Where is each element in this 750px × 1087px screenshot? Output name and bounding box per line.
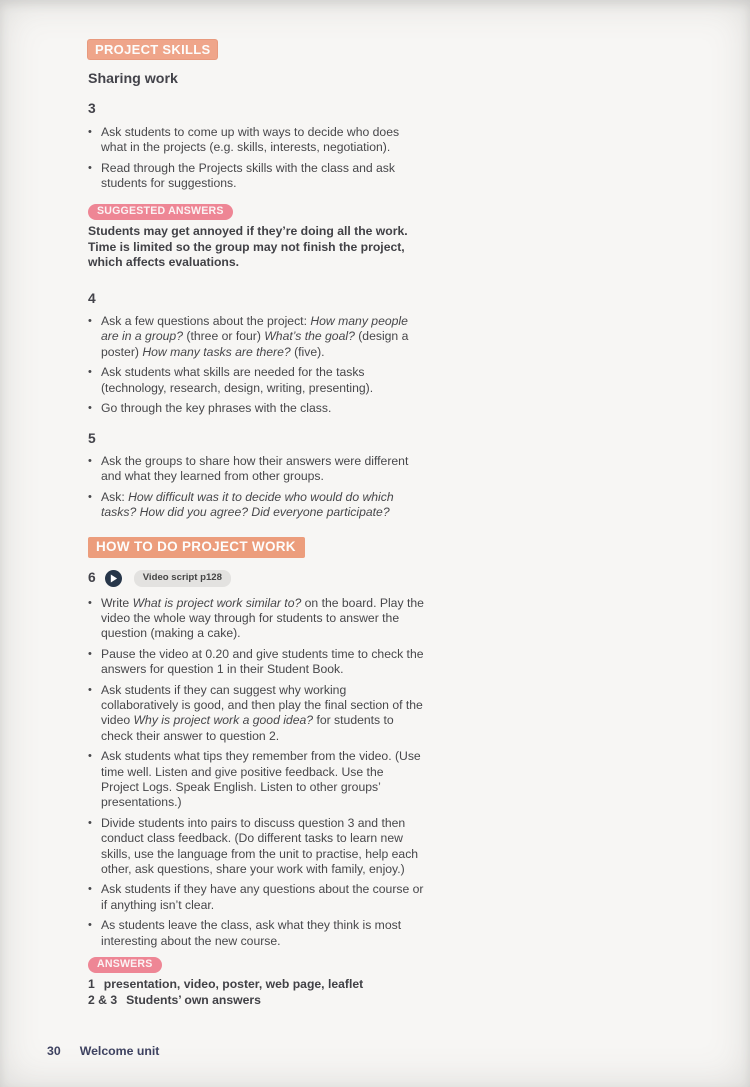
- list-item: [88, 490, 424, 521]
- step-number-6: 6: [88, 570, 96, 586]
- bullet-text: Go through the key phrases with the class.: [101, 401, 332, 416]
- video-play-icon: [105, 570, 122, 587]
- answer-number: 1: [88, 977, 95, 992]
- bullet-icon: •: [88, 366, 92, 379]
- bullet-text: Ask students what skills are needed for the tasks (technology, research, design, writing, presenting).: [101, 365, 374, 395]
- list-item: [88, 918, 424, 949]
- bullet-icon: •: [88, 161, 92, 174]
- list-item: [88, 401, 424, 416]
- subheading-sharing-work: Sharing work: [88, 71, 178, 87]
- list-item: [88, 596, 424, 642]
- suggested-answers-badge: SUGGESTED ANSWERS: [88, 204, 233, 220]
- answers-block: [88, 954, 424, 1009]
- list-item: [88, 749, 424, 811]
- bullet-icon: •: [88, 490, 92, 503]
- list-item: [88, 816, 424, 878]
- bullet-icon: •: [88, 402, 92, 415]
- list-item: [88, 125, 424, 156]
- answer-number: 2 & 3: [88, 993, 118, 1008]
- page-footer: [47, 1044, 159, 1058]
- unit-title: Welcome unit: [79, 1044, 160, 1058]
- bullet-text: Ask students if they have any questions about the course or if anything isn’t clear.: [101, 882, 424, 912]
- page-content-column: [88, 40, 424, 1010]
- step-number-3: 3: [88, 101, 96, 117]
- answer-text: presentation, video, poster, web page, leaflet: [103, 977, 364, 992]
- bullet-icon: •: [88, 883, 92, 896]
- bullet-icon: •: [88, 647, 92, 660]
- video-script-badge: Video script p128: [134, 570, 231, 587]
- bullet-text: Read through the Projects skills with the class and ask students for suggestions.: [101, 160, 395, 191]
- bullet-icon: •: [88, 125, 92, 138]
- bullet-text: As students leave the class, ask what they think is most interesting about the new course.: [101, 918, 402, 948]
- bullet-icon: •: [88, 683, 92, 696]
- list-item: [88, 882, 424, 913]
- answers-badge: ANSWERS: [88, 957, 162, 973]
- bullet-text: Divide students into pairs to discuss question 3 and then conduct class feedback. (Do different tasks to learn new skills, use the language from the unit to practise, help each other, ask questions, share your work with family, enjoy.): [101, 815, 419, 877]
- bullet-text: Ask: How difficult was it to decide who would do which tasks? How did you agree? Did everyone participate?: [101, 489, 394, 520]
- step-number-5: 5: [88, 430, 96, 446]
- bullet-text: Pause the video at 0.20 and give students time to check the answers for question 1 in their Student Book.: [101, 646, 424, 677]
- list-item: [88, 314, 424, 360]
- bullet-icon: •: [88, 919, 92, 932]
- bullet-text: Ask a few questions about the project: How many people are in a group? (three or four) What’s the goal? (design a poster) How many tasks are there? (five).: [101, 314, 409, 359]
- bullet-icon: •: [88, 315, 92, 328]
- list-item: [88, 161, 424, 192]
- answer-line-1: [88, 977, 424, 992]
- list-item: [88, 647, 424, 678]
- bullet-icon: •: [88, 596, 92, 609]
- bullet-icon: •: [88, 750, 92, 763]
- page-number: 30: [47, 1044, 61, 1058]
- bullet-text: Ask students what tips they remember from the video. (Use time well. Listen and give positive feedback. Use the Project Logs. Speak English. Listen to other groups’ presentations.): [101, 749, 421, 810]
- step-number-4: 4: [88, 290, 96, 306]
- how-to-do-project-work-header: HOW TO DO PROJECT WORK: [88, 537, 305, 558]
- list-item: [88, 683, 424, 745]
- bullet-text: Ask the groups to share how their answers were different and what they learned from other groups.: [101, 453, 409, 484]
- step-6-header-row: [88, 570, 424, 587]
- bullet-text: Write What is project work similar to? on the board. Play the video the whole way through for students to answer the question (making a cake).: [101, 595, 424, 641]
- answer-text: Students’ own answers: [126, 993, 261, 1008]
- list-item: [88, 454, 424, 485]
- project-skills-badge: PROJECT SKILLS: [88, 40, 217, 59]
- answer-line-2-3: [88, 993, 424, 1008]
- suggested-answers-text: Students may get annoyed if they’re doing all the work. Time is limited so the group may not finish the project, which affects evaluations.: [88, 224, 408, 270]
- bullet-icon: •: [88, 816, 92, 829]
- bullet-text: Ask students if they can suggest why working collaboratively is good, and then play the final section of the video Why is project work a good idea? for students to check their answer to question 2.: [101, 682, 423, 743]
- bullet-icon: •: [88, 454, 92, 467]
- bullet-text: Ask students to come up with ways to decide who does what in the projects (e.g. skills, interests, negotiation).: [101, 124, 400, 155]
- list-item: [88, 365, 424, 396]
